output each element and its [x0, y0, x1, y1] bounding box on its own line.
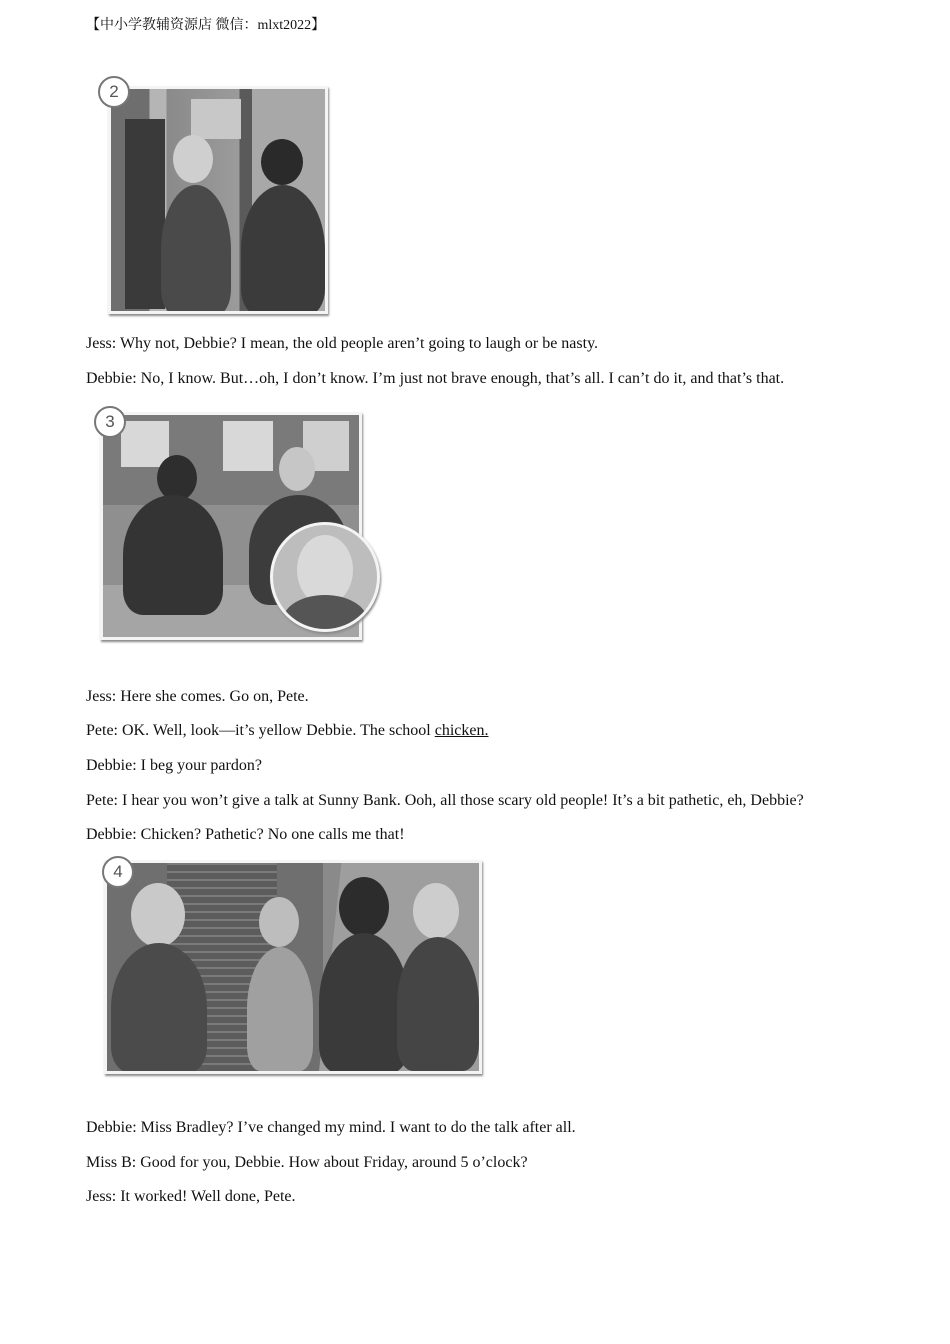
photo-3 [92, 404, 382, 650]
dialogue-line: Debbie: Miss Bradley? I’ve changed my mind. I want to do the talk after all. [86, 1119, 576, 1136]
photo-4-image [104, 860, 482, 1074]
dialogue-line: Debbie: Chicken? Pathetic? No one calls me that! [86, 826, 405, 843]
dialogue-line: Debbie: I beg your pardon? [86, 757, 262, 774]
dialogue-text: Pete: OK. Well, look—it’s yellow Debbie. The school [86, 722, 435, 739]
photo-4 [98, 852, 484, 1080]
dialogue-line: Jess: Why not, Debbie? I mean, the old people aren’t going to laugh or be nasty. [86, 335, 599, 352]
dialogue-line: Pete: I hear you won’t give a talk at Sunny Bank. Ooh, all those scary old people! It’s a bit pathetic, eh, Debbie? [86, 792, 804, 809]
photo-4-number: 4 [102, 856, 134, 888]
photo-2 [96, 72, 336, 322]
dialogue-line: Debbie: No, I know. But…oh, I don’t know. I’m just not brave enough, that’s all. I can’t do it, and that’s that. [86, 370, 785, 387]
photo-3-number: 3 [94, 406, 126, 438]
underlined-word: chicken. [434, 722, 489, 739]
photo-3-inset [270, 522, 380, 632]
dialogue-line: Jess: It worked! Well done, Pete. [86, 1188, 296, 1205]
photo-2-image [108, 86, 328, 314]
dialogue-line [86, 722, 489, 740]
dialogue-line: Miss B: Good for you, Debbie. How about Friday, around 5 o’clock? [86, 1154, 528, 1171]
page-header: 【中小学教辅资源店 微信：mlxt2022】 [86, 18, 326, 33]
dialogue-line: Jess: Here she comes. Go on, Pete. [86, 688, 309, 705]
photo-2-number: 2 [98, 76, 130, 108]
